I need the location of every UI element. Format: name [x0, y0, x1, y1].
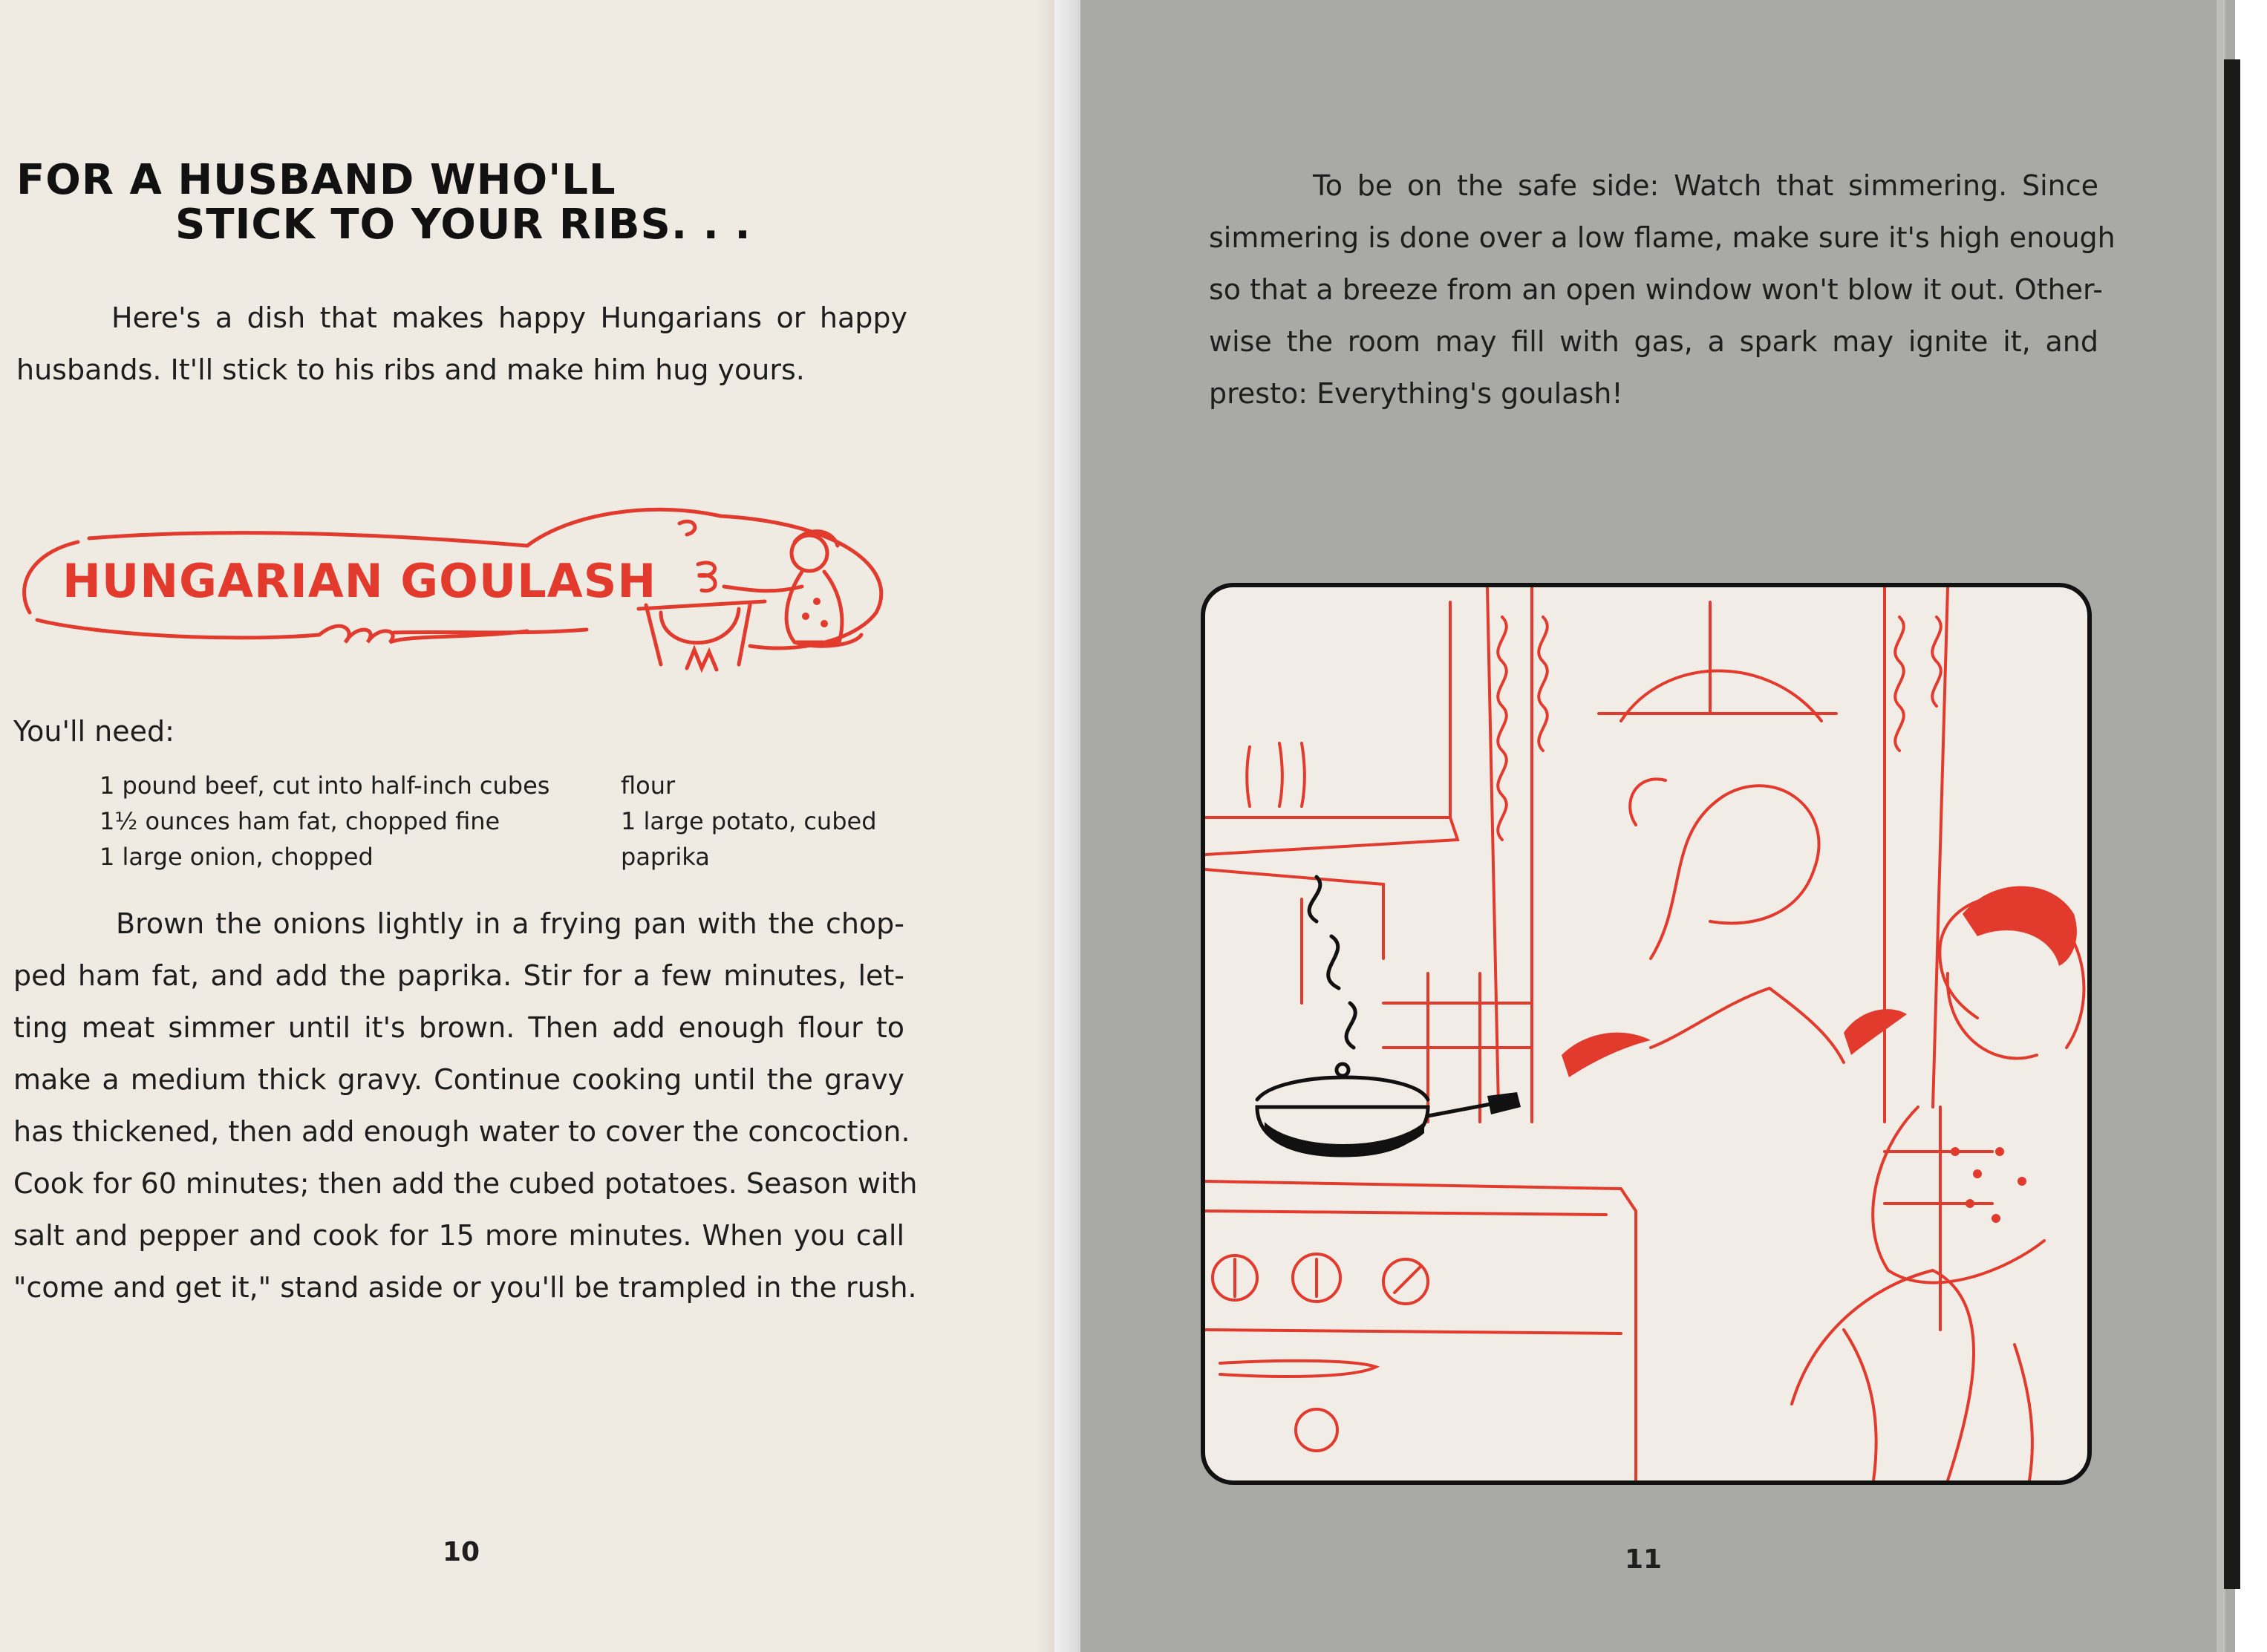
- warning-line: simmering is done over a low flame, make sure it's high enough: [1209, 221, 2116, 254]
- directions-line: has thickened, then add enough water to cover the concoction.: [13, 1115, 910, 1148]
- warning-line: To be on the safe side: Watch that simmering. Since: [1313, 169, 2098, 202]
- directions-line: "come and get it," stand aside or you'll be trampled in the rush.: [13, 1271, 917, 1304]
- ingredient-item: paprika: [621, 843, 710, 871]
- directions-line: Brown the onions lightly in a frying pan with the chop-: [116, 907, 904, 940]
- ingredient-item: 1 pound beef, cut into half-inch cubes: [100, 771, 550, 800]
- directions-line: ped ham fat, and add the paprika. Stir for a few minutes, let-: [13, 959, 904, 992]
- directions-line: make a medium thick gravy. Continue cooking until the gravy: [13, 1063, 904, 1096]
- directions-paragraph: [13, 898, 918, 1313]
- headline-line-1: FOR A HUSBAND WHO'LL: [16, 156, 616, 204]
- you-need-label: You'll need:: [13, 715, 174, 748]
- booklet-back-edge: [2224, 59, 2240, 1589]
- ingredient-item: 1½ ounces ham fat, chopped fine: [100, 807, 500, 835]
- ingredient-item: 1 large potato, cubed: [621, 807, 877, 835]
- recipe-title: HUNGARIAN GOULASH: [62, 554, 657, 608]
- directions-line: salt and pepper and cook for 15 more minutes. When you call: [13, 1219, 904, 1252]
- cook-over-pot-icon: [7, 483, 906, 735]
- kitchen-illustration: [1201, 583, 2092, 1485]
- directions-line: Cook for 60 minutes; then add the cubed potatoes. Season with: [13, 1167, 918, 1200]
- directions-line: ting meat simmer until it's brown. Then add enough flour to: [13, 1011, 904, 1044]
- page-number: 11: [1625, 1544, 1663, 1575]
- intro-line: Here's a dish that makes happy Hungarians or happy: [111, 301, 907, 334]
- page-number: 10: [443, 1537, 480, 1567]
- kitchen-stove-scene-icon: [1205, 587, 2087, 1480]
- warning-line: so that a breeze from an open window won't blow it out. Other-: [1209, 273, 2103, 306]
- headline-line-2: STICK TO YOUR RIBS. . .: [175, 200, 751, 249]
- intro-paragraph: [16, 292, 907, 396]
- ingredients-column-1: [100, 768, 549, 875]
- ingredient-item: 1 large onion, chopped: [100, 843, 374, 871]
- warning-line: wise the room may fill with gas, a spark may ignite it, and: [1209, 325, 2098, 358]
- warning-paragraph: [1209, 160, 2116, 419]
- warning-line: presto: Everything's goulash!: [1209, 377, 1623, 410]
- ingredients-column-2: [621, 768, 877, 875]
- ingredient-item: flour: [621, 771, 676, 800]
- intro-line: husbands. It'll stick to his ribs and make him hug yours.: [16, 353, 805, 386]
